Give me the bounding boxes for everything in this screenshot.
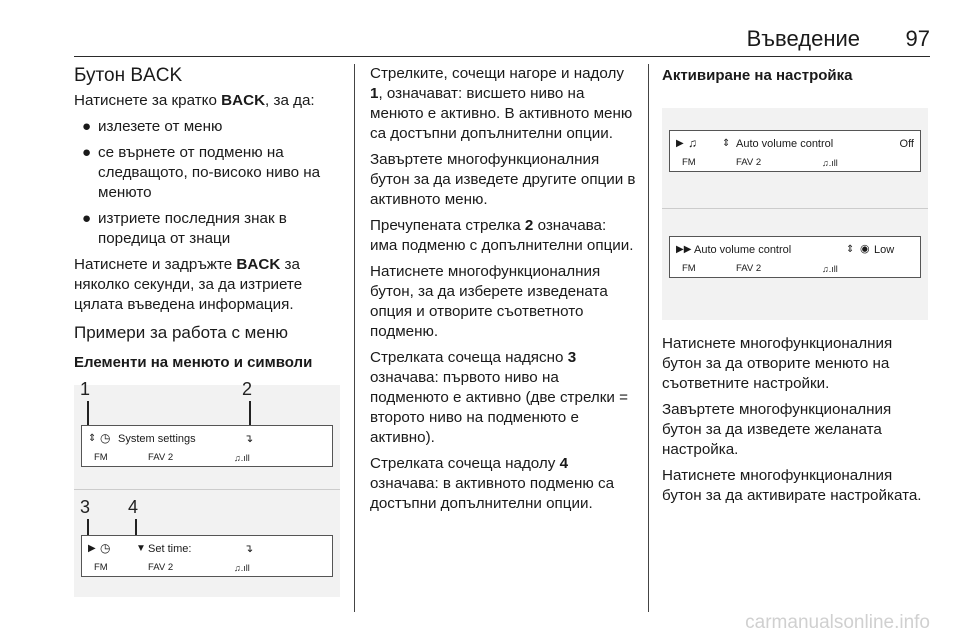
- menu-symbols-figure: [74, 379, 340, 597]
- right-arrow-icon: ▶: [676, 138, 684, 149]
- down-arrow-icon: ▼: [136, 543, 146, 554]
- band-label: FM: [94, 562, 108, 573]
- back-bullet-list: [74, 117, 342, 249]
- page-number: 97: [905, 26, 930, 51]
- favourites-label: FAV 2: [736, 263, 762, 274]
- callout-line-4: [135, 519, 137, 535]
- music-note-icon: ♫: [688, 136, 697, 150]
- column-1: [74, 64, 342, 597]
- submenu-arrow-icon: ↴: [244, 543, 254, 555]
- paragraph-activate: Натиснете многофункционалния бутон за да активирате настройката.: [662, 467, 922, 504]
- back-button-heading: Бутон BACK: [74, 65, 183, 86]
- up-down-arrows-icon: ⇕: [88, 433, 97, 444]
- bullet-item: ● изтриете последния знак в поредица от знаци: [82, 210, 287, 247]
- up-down-arrows-icon: ⇕: [846, 244, 855, 255]
- menu-examples-heading: Примери за работа с меню: [74, 323, 288, 342]
- clock-icon: ◷: [100, 431, 111, 445]
- music-signal-icon: ♫.ıll: [822, 264, 838, 274]
- favourites-label: FAV 2: [736, 157, 762, 168]
- display-auto-volume-off: [669, 130, 921, 172]
- menu-item-label: Set time:: [148, 543, 192, 555]
- paragraph-press: Натиснете многофункционалния бутон, за да изберете изведената опция и отворите съответното подменю.: [370, 263, 608, 340]
- page-header: [74, 26, 930, 56]
- callout-line-1: [87, 401, 89, 425]
- bullet-item: ● се върнете от подменю на следващото, по-високо ниво на менюто: [82, 144, 321, 201]
- display-system-settings: [81, 425, 333, 467]
- setting-value: Off: [899, 138, 914, 150]
- bullet-icon: ●: [82, 144, 92, 161]
- setting-value: Low: [874, 244, 895, 256]
- callout-1: 1: [80, 379, 91, 399]
- paragraph-open-menu: Натиснете многофункционалния бутон за да отворите менюто на съответните настройки.: [662, 335, 893, 392]
- music-signal-icon: ♫.ıll: [822, 158, 838, 168]
- column-2: [370, 64, 636, 520]
- menu-items-subheading: Елементи на менюто и символи: [74, 354, 313, 371]
- paragraph-bent-arrow: Пречупената стрелка 2 означава: има подменю с допълнителни опции.: [370, 217, 634, 254]
- right-arrow-icon: ▶: [88, 543, 96, 554]
- menu-item-label: Auto volume control: [736, 138, 834, 150]
- callout-line-3: [87, 519, 89, 535]
- column-divider-1: [354, 64, 355, 612]
- double-right-arrow-icon: ▶▶: [676, 244, 692, 255]
- submenu-arrow-icon: ↴: [244, 433, 254, 445]
- paragraph-rotate-setting: Завъртете многофункционалния бутон за да изведете желаната настройка.: [662, 401, 892, 458]
- music-signal-icon: ♫.ıll: [234, 453, 250, 463]
- up-down-arrows-icon: ⇕: [722, 138, 731, 149]
- callout-2: 2: [242, 379, 253, 399]
- watermark: carmanualsonline.info: [745, 612, 930, 633]
- music-signal-icon: ♫.ıll: [234, 563, 250, 573]
- column-divider-2: [648, 64, 649, 612]
- activate-setting-figure: [662, 108, 928, 320]
- back-intro: Натиснете за кратко BACK, за да:: [74, 92, 315, 109]
- chapter-title: Въведение: [746, 26, 860, 51]
- header-rule: [74, 56, 930, 57]
- favourites-label: FAV 2: [148, 452, 174, 463]
- back-hold-text: Натиснете и задръжте BACK за няколко секунди, за да изтриете цялата въведена информация.: [74, 256, 303, 313]
- activate-setting-heading: Активиране на настройка: [662, 67, 853, 84]
- bullet-item: ● излезете от меню: [82, 118, 223, 135]
- display-set-time: [81, 535, 333, 577]
- band-label: FM: [682, 263, 696, 274]
- paragraph-right-arrow: Стрелката сочеща надясно 3 означава: първото ниво на подменюто е активно (две стрелки = второто ниво на подменюто е активно).: [370, 349, 628, 446]
- clock-icon: ◷: [100, 541, 111, 555]
- callout-3: 3: [80, 497, 91, 517]
- menu-item-label: Auto volume control: [694, 244, 792, 256]
- paragraph-down-arrow: Стрелката сочеща надолу 4 означава: в активното подменю са достъпни допълнителни опции.: [370, 455, 615, 512]
- paragraph-arrows-up-down: Стрелките, сочещи нагоре и надолу 1, означават: висшето ниво на менюто е активно. В активното меню са достъпни допълнителни опции.: [370, 65, 633, 142]
- column-3: [662, 64, 930, 512]
- menu-item-label: System settings: [118, 433, 196, 445]
- radio-selected-icon: ◉: [860, 243, 870, 255]
- band-label: FM: [94, 452, 108, 463]
- band-label: FM: [682, 157, 696, 168]
- display-auto-volume-low: [669, 236, 921, 278]
- paragraph-rotate: Завъртете многофункционалния бутон за да изведете другите опции в активното меню.: [370, 151, 636, 208]
- favourites-label: FAV 2: [148, 562, 174, 573]
- bullet-icon: ●: [82, 118, 92, 135]
- callout-line-2: [249, 401, 251, 425]
- bullet-icon: ●: [82, 210, 92, 227]
- callout-4: 4: [128, 497, 139, 517]
